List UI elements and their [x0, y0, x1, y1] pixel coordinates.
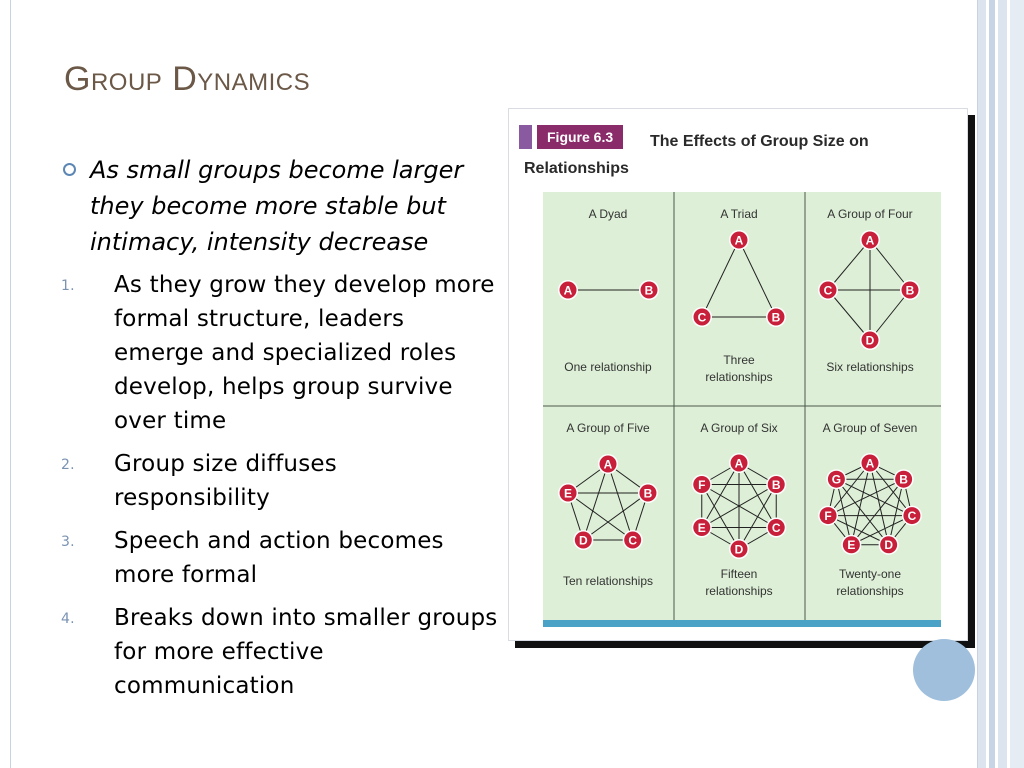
panel-caption: Three [723, 353, 755, 367]
panel-caption: relationships [836, 584, 904, 598]
node-label: B [899, 472, 908, 487]
panel-title: A Group of Six [700, 421, 778, 435]
figure-accent-square [519, 125, 532, 149]
ring-bullet-icon [63, 163, 76, 176]
node-label: B [771, 310, 781, 325]
panel-title: A Group of Five [566, 421, 650, 435]
node-label: E [564, 486, 573, 501]
node-label: C [628, 533, 638, 548]
node-label: D [884, 538, 893, 553]
figure-bottom-bar [543, 620, 941, 627]
right-stripe-1 [978, 0, 986, 768]
panel-caption: One relationship [564, 360, 652, 374]
group-size-diagram [543, 192, 941, 628]
node-label: A [865, 456, 875, 471]
main-bullet-text: As small groups become larger they become more stable but intimacy, intensity decrease [90, 156, 464, 256]
figure-card [508, 108, 968, 641]
panel-caption: relationships [705, 370, 773, 384]
node-label: A [563, 283, 573, 298]
node-label: C [771, 521, 781, 535]
list-item [58, 268, 498, 438]
figure-title-line1: The Effects of Group Size on [650, 133, 869, 150]
node-label: A [734, 456, 744, 471]
decorative-circle [913, 639, 975, 701]
list-item [58, 447, 498, 515]
node-label: F [824, 509, 832, 524]
node-label: B [905, 283, 915, 298]
panel-title: A Triad [720, 207, 758, 221]
node-label: A [603, 457, 613, 472]
slide-body [58, 152, 498, 712]
node-label: E [847, 538, 856, 553]
right-stripe-4 [1010, 0, 1024, 768]
list-number: 1. [61, 278, 75, 294]
main-bullet [58, 152, 498, 260]
panel-caption: Six relationships [826, 360, 914, 374]
list-number: 4. [61, 611, 75, 627]
figure-title-line2: Relationships [524, 160, 629, 177]
node-label: A [865, 233, 875, 248]
panel-title: A Group of Seven [822, 421, 918, 435]
node-label: D [865, 333, 875, 348]
node-label: B [644, 283, 654, 298]
panel-caption: relationships [705, 584, 773, 598]
panel-title: A Dyad [588, 207, 628, 221]
node-label: G [831, 472, 842, 487]
list-item [58, 524, 498, 592]
panel-caption: Ten relationships [562, 574, 654, 588]
node-label: E [697, 521, 706, 535]
node-label: C [907, 509, 917, 524]
panel-caption: Fifteen [720, 567, 758, 581]
list-number: 2. [61, 457, 75, 473]
list-item-text: Speech and action becomes more formal [114, 528, 444, 588]
node-label: D [578, 533, 588, 548]
node-label: C [697, 310, 707, 325]
panel-title: A Group of Four [827, 207, 913, 221]
node-label: A [734, 233, 744, 248]
node-label: F [698, 478, 706, 492]
right-stripe-2 [989, 0, 995, 768]
node-label: B [643, 486, 653, 501]
list-item-text: Breaks down into smaller groups for more effective communication [114, 605, 498, 699]
right-stripe-3 [998, 0, 1007, 768]
list-item [58, 601, 498, 703]
node-label: B [771, 478, 781, 492]
numbered-list [58, 268, 498, 703]
figure-tag: Figure 6.3 [537, 125, 623, 149]
list-item-text: Group size diffuses responsibility [114, 451, 337, 511]
panel-caption: Twenty-one [838, 567, 902, 581]
slide-title: Group Dynamics [64, 60, 311, 98]
node-label: D [734, 542, 744, 557]
list-item-text: As they grow they develop more formal structure, leaders emerge and specialized roles develop, helps group survive over time [114, 272, 495, 434]
list-number: 3. [61, 534, 75, 550]
node-label: C [823, 283, 833, 298]
